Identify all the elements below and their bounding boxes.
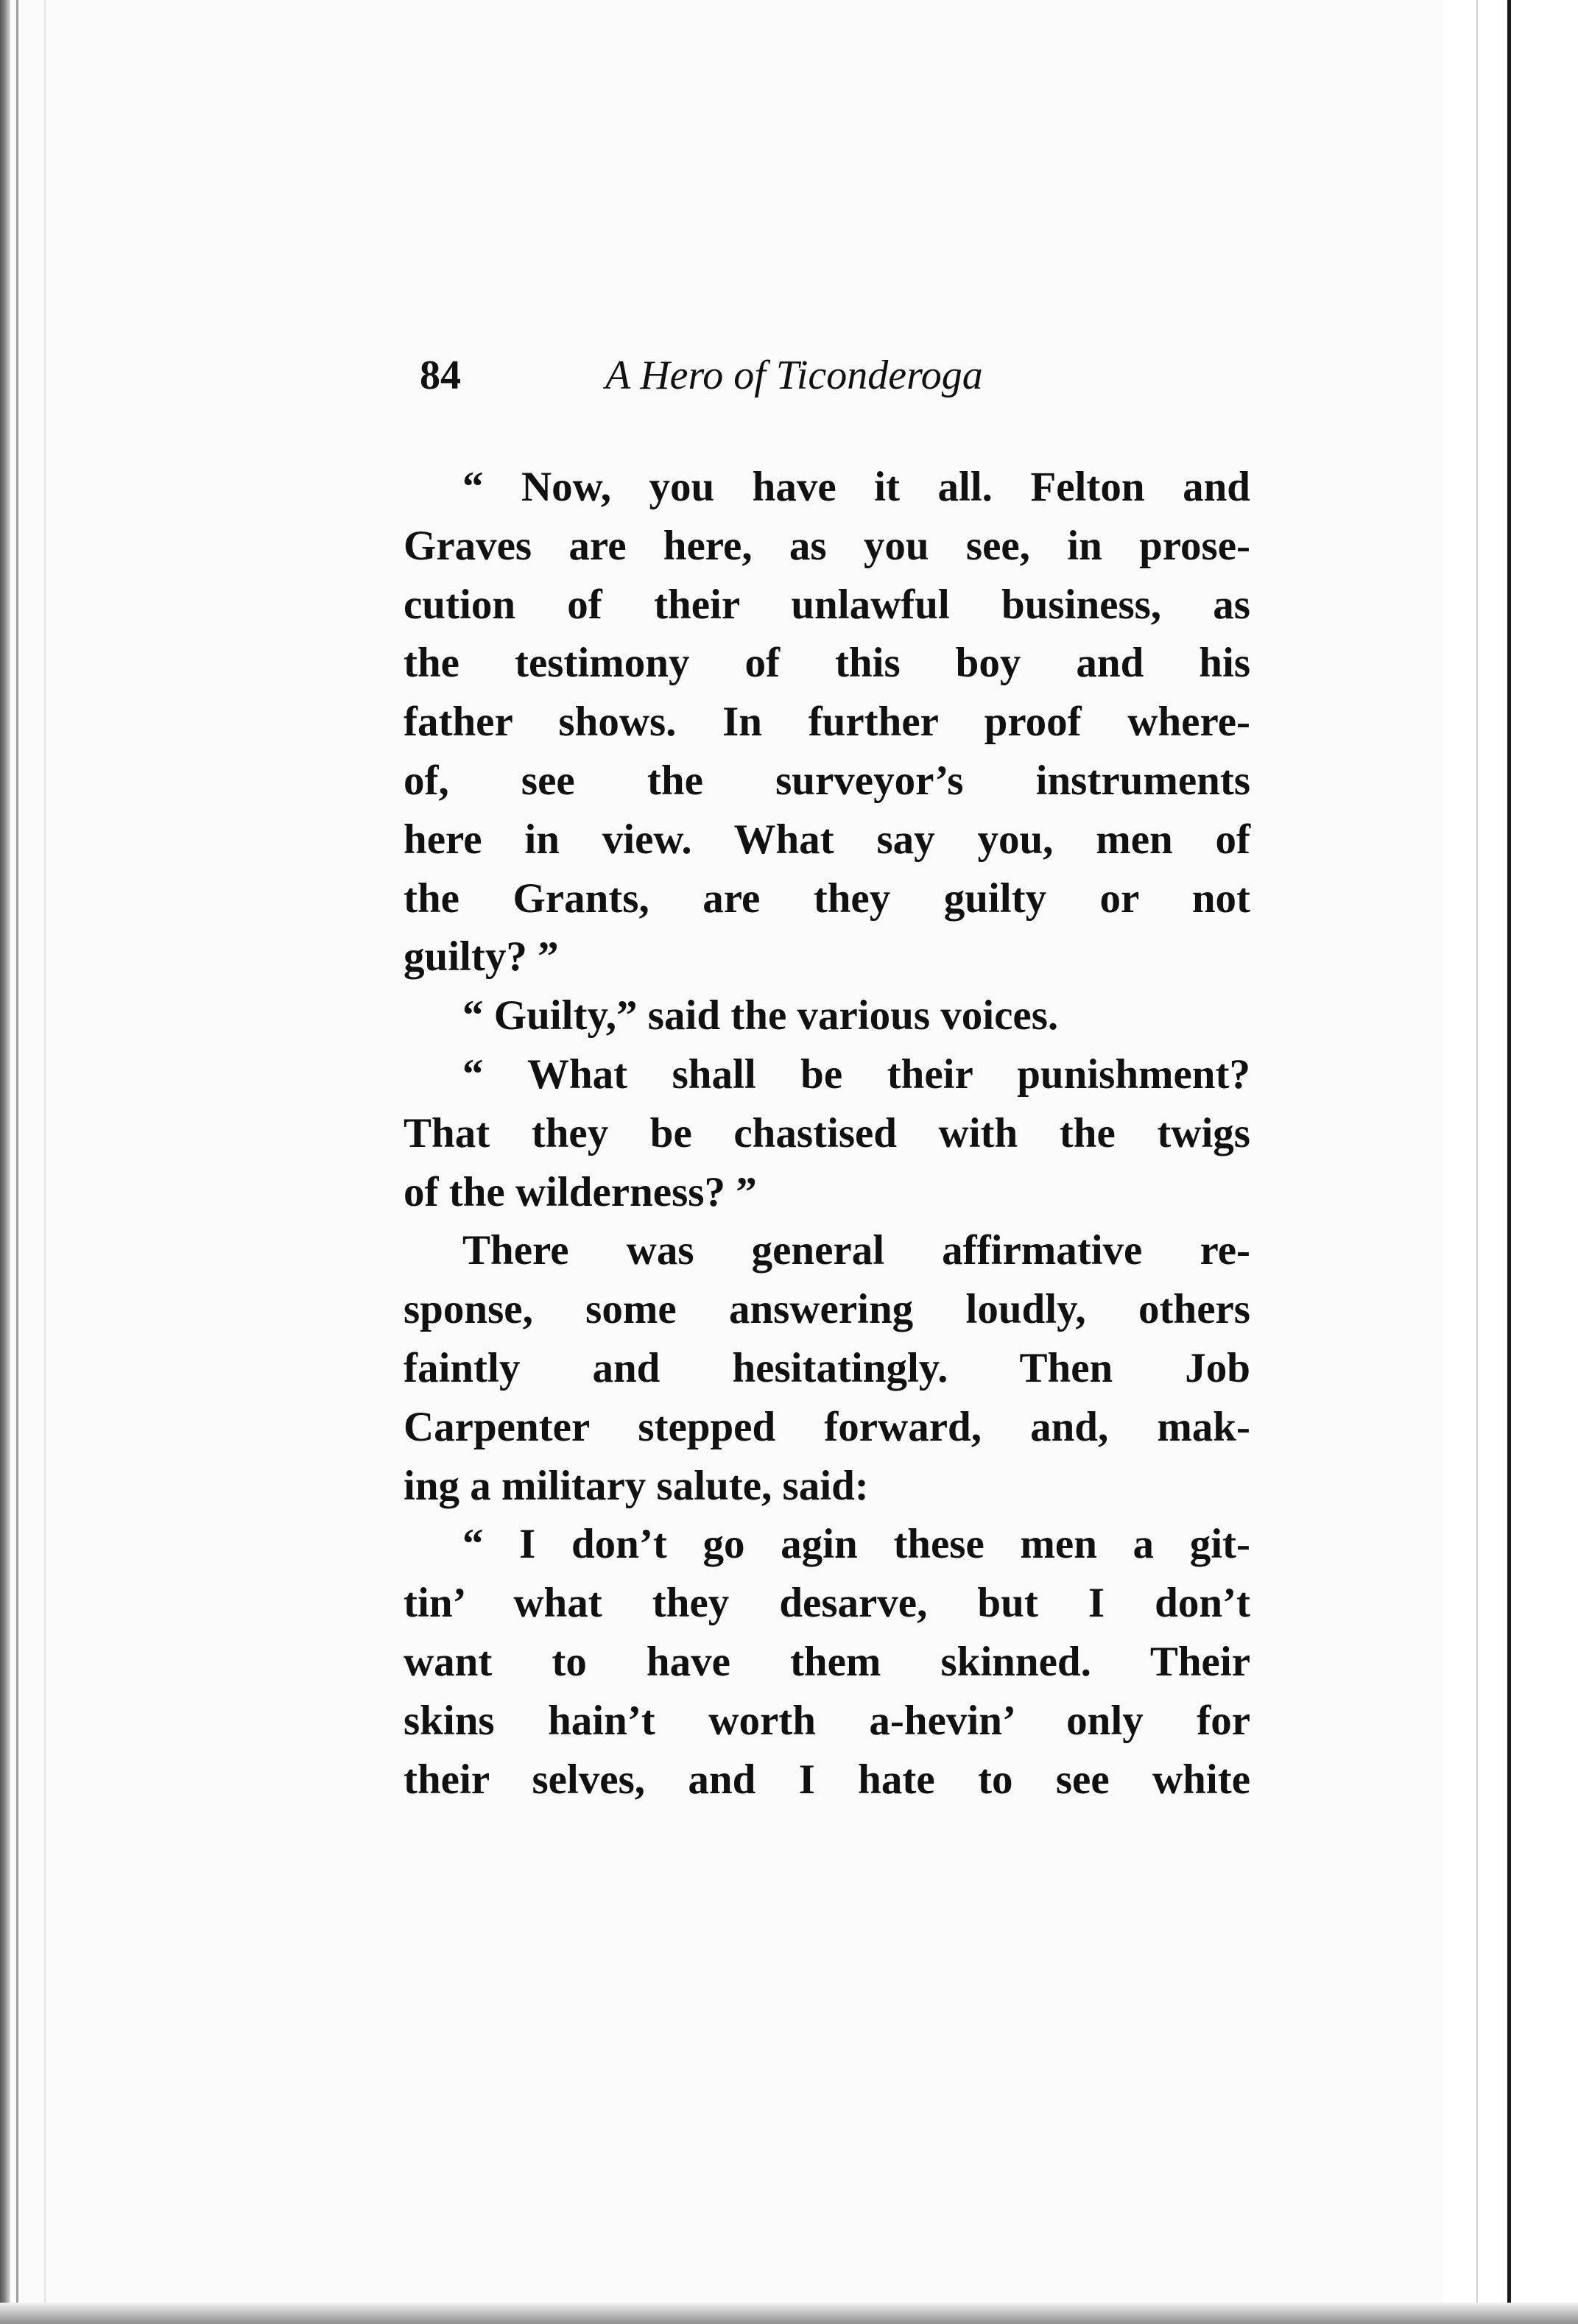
text-line: ing a military salute, said: [404,1462,869,1509]
page-edge-line [1476,0,1478,2324]
text-line: tin’ what they desarve, but I don’t [404,1580,1250,1627]
page-bottom-shadow [0,2303,1578,2324]
text-line: That they be chastised with the twigs [404,1109,1250,1156]
text-line: skins hain’t worth a-hevin’ only for [404,1697,1250,1744]
page-edge-line [44,0,46,2324]
page-number: 84 [420,353,461,398]
text-line: “ What shall be their punishment? [462,1050,1250,1098]
page-edge-line [16,0,18,2324]
body-text [404,458,1250,1809]
text-line: sponse, some answering loudly, others [404,1286,1250,1333]
page-edge-line [1507,0,1511,2324]
book-title: A Hero of Ticonderoga [605,353,983,398]
text-line: There was general affirmative re- [462,1227,1250,1274]
text-line: Graves are here, as you see, in prose- [404,522,1250,569]
text-line: cution of their unlawful business, as [404,581,1250,628]
text-line: “ I don’t go agin these men a git- [462,1521,1250,1568]
text-line: “ Guilty,” said the various voices. [462,992,1059,1039]
running-head [420,346,1230,405]
text-line: “ Now, you have it all. Felton and [462,464,1250,510]
text-line: here in view. What say you, men of [404,816,1250,863]
text-line: the Grants, are they guilty or not [404,875,1250,922]
text-line: their selves, and I hate to see white [404,1756,1250,1803]
text-line: guilty? ” [404,933,559,981]
text-line: Carpenter stepped forward, and, mak- [404,1403,1250,1450]
page-binding-edge [0,0,10,2324]
text-line: of, see the surveyor’s instruments [404,757,1250,804]
text-line: faintly and hesitatingly. Then Job [404,1344,1250,1391]
text-line: of the wilderness? ” [404,1168,757,1215]
text-line: want to have them skinned. Their [404,1638,1250,1685]
text-line: father shows. In further proof where- [404,699,1250,746]
text-line: the testimony of this boy and his [404,640,1250,687]
